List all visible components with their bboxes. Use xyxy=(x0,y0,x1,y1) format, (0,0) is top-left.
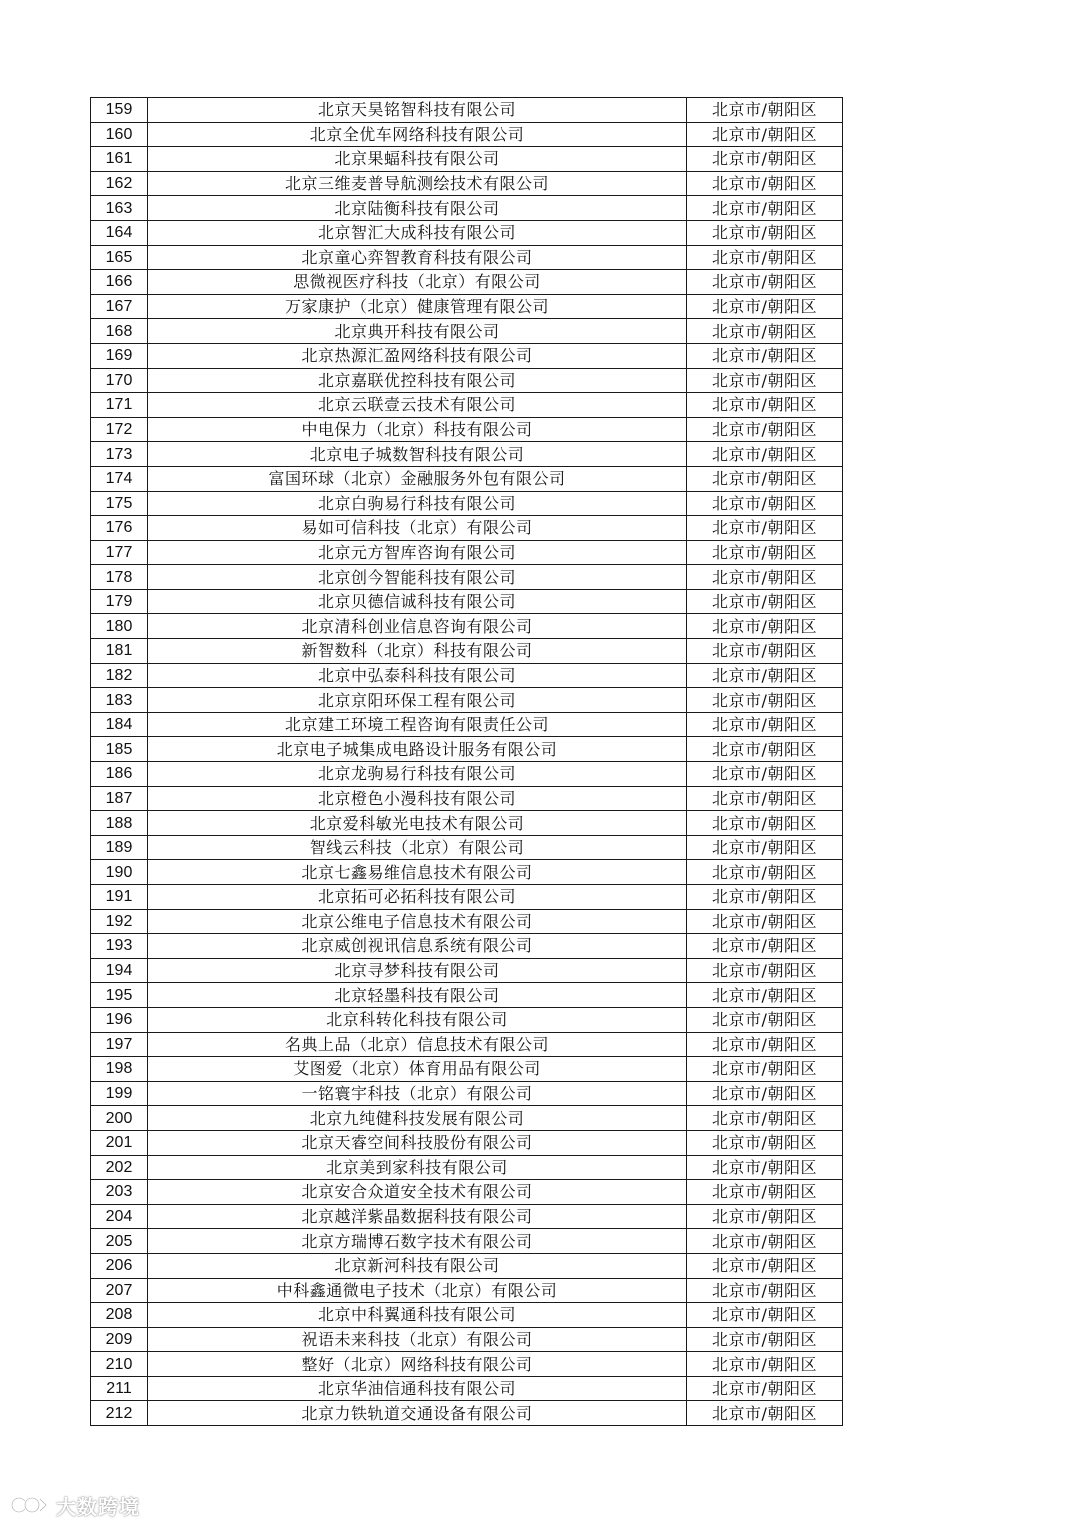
company-region: 北京市/朝阳区 xyxy=(687,663,843,688)
company-region: 北京市/朝阳区 xyxy=(687,245,843,270)
row-number: 171 xyxy=(91,393,148,418)
table-row xyxy=(91,147,843,172)
company-name: 北京新河科技有限公司 xyxy=(148,1253,687,1278)
row-number: 199 xyxy=(91,1081,148,1106)
table-row xyxy=(91,343,843,368)
company-region: 北京市/朝阳区 xyxy=(687,1032,843,1057)
company-name: 北京京阳环保工程有限公司 xyxy=(148,688,687,713)
row-number: 172 xyxy=(91,417,148,442)
company-region: 北京市/朝阳区 xyxy=(687,1057,843,1082)
table-row xyxy=(91,1376,843,1401)
row-number: 175 xyxy=(91,491,148,516)
company-name: 北京爱科敏光电技术有限公司 xyxy=(148,811,687,836)
company-name: 北京科转化科技有限公司 xyxy=(148,1007,687,1032)
table-row xyxy=(91,639,843,664)
company-region: 北京市/朝阳区 xyxy=(687,1007,843,1032)
table-row xyxy=(91,245,843,270)
row-number: 164 xyxy=(91,220,148,245)
row-number: 193 xyxy=(91,934,148,959)
row-number: 179 xyxy=(91,589,148,614)
row-number: 190 xyxy=(91,860,148,885)
company-region: 北京市/朝阳区 xyxy=(687,147,843,172)
table-row xyxy=(91,1401,843,1426)
company-region: 北京市/朝阳区 xyxy=(687,442,843,467)
row-number: 208 xyxy=(91,1303,148,1328)
company-name: 北京嘉联优控科技有限公司 xyxy=(148,368,687,393)
company-name: 北京元方智库咨询有限公司 xyxy=(148,540,687,565)
table-row xyxy=(91,220,843,245)
table-row xyxy=(91,885,843,910)
table-row xyxy=(91,934,843,959)
company-name: 北京电子城数智科技有限公司 xyxy=(148,442,687,467)
row-number: 202 xyxy=(91,1155,148,1180)
company-region: 北京市/朝阳区 xyxy=(687,368,843,393)
table-row xyxy=(91,737,843,762)
company-region: 北京市/朝阳区 xyxy=(687,811,843,836)
company-region: 北京市/朝阳区 xyxy=(687,1081,843,1106)
company-region: 北京市/朝阳区 xyxy=(687,737,843,762)
company-name: 北京果蝠科技有限公司 xyxy=(148,147,687,172)
company-name: 北京中弘泰科科技有限公司 xyxy=(148,663,687,688)
table-row xyxy=(91,491,843,516)
table-row xyxy=(91,1204,843,1229)
company-name: 北京中科翼通科技有限公司 xyxy=(148,1303,687,1328)
company-region: 北京市/朝阳区 xyxy=(687,516,843,541)
row-number: 210 xyxy=(91,1352,148,1377)
watermark xyxy=(10,1490,140,1520)
company-name: 北京威创视讯信息系统有限公司 xyxy=(148,934,687,959)
row-number: 160 xyxy=(91,122,148,147)
row-number: 162 xyxy=(91,171,148,196)
company-name: 北京轻墨科技有限公司 xyxy=(148,983,687,1008)
row-number: 159 xyxy=(91,98,148,123)
company-region: 北京市/朝阳区 xyxy=(687,1204,843,1229)
company-region: 北京市/朝阳区 xyxy=(687,565,843,590)
row-number: 195 xyxy=(91,983,148,1008)
row-number: 189 xyxy=(91,835,148,860)
company-region: 北京市/朝阳区 xyxy=(687,712,843,737)
company-name: 北京三维麦普导航测绘技术有限公司 xyxy=(148,171,687,196)
table-row xyxy=(91,835,843,860)
row-number: 197 xyxy=(91,1032,148,1057)
row-number: 188 xyxy=(91,811,148,836)
row-number: 182 xyxy=(91,663,148,688)
row-number: 186 xyxy=(91,762,148,787)
table-row xyxy=(91,516,843,541)
table-row xyxy=(91,663,843,688)
row-number: 201 xyxy=(91,1130,148,1155)
company-region: 北京市/朝阳区 xyxy=(687,1401,843,1426)
company-region: 北京市/朝阳区 xyxy=(687,270,843,295)
company-region: 北京市/朝阳区 xyxy=(687,1229,843,1254)
row-number: 169 xyxy=(91,343,148,368)
company-region: 北京市/朝阳区 xyxy=(687,1327,843,1352)
company-region: 北京市/朝阳区 xyxy=(687,319,843,344)
company-name: 北京云联壹云技术有限公司 xyxy=(148,393,687,418)
company-region: 北京市/朝阳区 xyxy=(687,1130,843,1155)
company-region: 北京市/朝阳区 xyxy=(687,220,843,245)
table-row xyxy=(91,122,843,147)
table-row xyxy=(91,270,843,295)
company-region: 北京市/朝阳区 xyxy=(687,589,843,614)
company-region: 北京市/朝阳区 xyxy=(687,171,843,196)
company-name: 北京越洋紫晶数据科技有限公司 xyxy=(148,1204,687,1229)
row-number: 185 xyxy=(91,737,148,762)
watermark-text: 大数跨境 xyxy=(56,1494,140,1519)
company-region: 北京市/朝阳区 xyxy=(687,958,843,983)
company-region: 北京市/朝阳区 xyxy=(687,196,843,221)
company-name: 北京方瑞博石数字技术有限公司 xyxy=(148,1229,687,1254)
table-row xyxy=(91,1303,843,1328)
row-number: 194 xyxy=(91,958,148,983)
table-row xyxy=(91,786,843,811)
company-name: 整好（北京）网络科技有限公司 xyxy=(148,1352,687,1377)
table-row xyxy=(91,294,843,319)
company-name: 智线云科技（北京）有限公司 xyxy=(148,835,687,860)
table-row xyxy=(91,958,843,983)
company-region: 北京市/朝阳区 xyxy=(687,1352,843,1377)
company-name: 北京电子城集成电路设计服务有限公司 xyxy=(148,737,687,762)
table-row xyxy=(91,614,843,639)
company-name: 北京智汇大成科技有限公司 xyxy=(148,220,687,245)
company-region: 北京市/朝阳区 xyxy=(687,1180,843,1205)
company-region: 北京市/朝阳区 xyxy=(687,343,843,368)
company-name: 北京童心弈智教育科技有限公司 xyxy=(148,245,687,270)
company-region: 北京市/朝阳区 xyxy=(687,540,843,565)
company-name: 易如可信科技（北京）有限公司 xyxy=(148,516,687,541)
row-number: 163 xyxy=(91,196,148,221)
company-name: 中电保力（北京）科技有限公司 xyxy=(148,417,687,442)
company-name: 北京安合众道安全技术有限公司 xyxy=(148,1180,687,1205)
company-name: 北京天睿空间科技股份有限公司 xyxy=(148,1130,687,1155)
company-name: 新智数科（北京）科技有限公司 xyxy=(148,639,687,664)
company-name: 北京清科创业信息咨询有限公司 xyxy=(148,614,687,639)
company-region: 北京市/朝阳区 xyxy=(687,466,843,491)
row-number: 176 xyxy=(91,516,148,541)
table-row xyxy=(91,811,843,836)
table-row xyxy=(91,1327,843,1352)
row-number: 209 xyxy=(91,1327,148,1352)
table-row xyxy=(91,466,843,491)
row-number: 192 xyxy=(91,909,148,934)
table-row xyxy=(91,1229,843,1254)
row-number: 167 xyxy=(91,294,148,319)
row-number: 170 xyxy=(91,368,148,393)
table-row xyxy=(91,417,843,442)
row-number: 196 xyxy=(91,1007,148,1032)
company-region: 北京市/朝阳区 xyxy=(687,122,843,147)
company-name: 北京橙色小漫科技有限公司 xyxy=(148,786,687,811)
row-number: 204 xyxy=(91,1204,148,1229)
table-row xyxy=(91,442,843,467)
company-name: 北京力铁轨道交通设备有限公司 xyxy=(148,1401,687,1426)
company-name: 北京拓可必拓科技有限公司 xyxy=(148,885,687,910)
company-region: 北京市/朝阳区 xyxy=(687,909,843,934)
table-row xyxy=(91,171,843,196)
company-region: 北京市/朝阳区 xyxy=(687,393,843,418)
row-number: 174 xyxy=(91,466,148,491)
table-row xyxy=(91,1032,843,1057)
company-region: 北京市/朝阳区 xyxy=(687,417,843,442)
table-row xyxy=(91,712,843,737)
company-list-body xyxy=(91,98,843,1426)
row-number: 198 xyxy=(91,1057,148,1082)
company-name: 北京公维电子信息技术有限公司 xyxy=(148,909,687,934)
row-number: 177 xyxy=(91,540,148,565)
company-region: 北京市/朝阳区 xyxy=(687,1303,843,1328)
row-number: 184 xyxy=(91,712,148,737)
company-name: 富国环球（北京）金融服务外包有限公司 xyxy=(148,466,687,491)
company-name: 北京贝德信诚科技有限公司 xyxy=(148,589,687,614)
table-row xyxy=(91,762,843,787)
company-name: 北京天昊铭智科技有限公司 xyxy=(148,98,687,123)
table-row xyxy=(91,589,843,614)
table-row xyxy=(91,1130,843,1155)
company-region: 北京市/朝阳区 xyxy=(687,835,843,860)
company-region: 北京市/朝阳区 xyxy=(687,762,843,787)
company-region: 北京市/朝阳区 xyxy=(687,294,843,319)
company-name: 北京华油信通科技有限公司 xyxy=(148,1376,687,1401)
company-name: 一铭寰宇科技（北京）有限公司 xyxy=(148,1081,687,1106)
table-row xyxy=(91,1253,843,1278)
company-list-table xyxy=(90,97,843,1426)
company-name: 北京热源汇盈网络科技有限公司 xyxy=(148,343,687,368)
company-name: 北京龙驹易行科技有限公司 xyxy=(148,762,687,787)
row-number: 191 xyxy=(91,885,148,910)
row-number: 205 xyxy=(91,1229,148,1254)
company-name: 北京九纯健科技发展有限公司 xyxy=(148,1106,687,1131)
table-row xyxy=(91,1106,843,1131)
company-name: 北京陆衡科技有限公司 xyxy=(148,196,687,221)
company-region: 北京市/朝阳区 xyxy=(687,639,843,664)
company-name: 祝语未来科技（北京）有限公司 xyxy=(148,1327,687,1352)
table-row xyxy=(91,393,843,418)
row-number: 166 xyxy=(91,270,148,295)
table-row xyxy=(91,909,843,934)
row-number: 200 xyxy=(91,1106,148,1131)
company-name: 艾图爱（北京）体育用品有限公司 xyxy=(148,1057,687,1082)
company-region: 北京市/朝阳区 xyxy=(687,1155,843,1180)
company-region: 北京市/朝阳区 xyxy=(687,885,843,910)
company-region: 北京市/朝阳区 xyxy=(687,491,843,516)
company-name: 中科鑫通微电子技术（北京）有限公司 xyxy=(148,1278,687,1303)
company-name: 北京创今智能科技有限公司 xyxy=(148,565,687,590)
table-row xyxy=(91,1057,843,1082)
table-row xyxy=(91,319,843,344)
company-region: 北京市/朝阳区 xyxy=(687,1278,843,1303)
company-region: 北京市/朝阳区 xyxy=(687,934,843,959)
company-name: 北京全优车网络科技有限公司 xyxy=(148,122,687,147)
company-name: 北京建工环境工程咨询有限责任公司 xyxy=(148,712,687,737)
table-row xyxy=(91,1155,843,1180)
company-region: 北京市/朝阳区 xyxy=(687,983,843,1008)
company-name: 名典上品（北京）信息技术有限公司 xyxy=(148,1032,687,1057)
company-region: 北京市/朝阳区 xyxy=(687,1376,843,1401)
company-name: 北京寻梦科技有限公司 xyxy=(148,958,687,983)
table-row xyxy=(91,196,843,221)
table-row xyxy=(91,1007,843,1032)
row-number: 173 xyxy=(91,442,148,467)
table-row xyxy=(91,368,843,393)
row-number: 207 xyxy=(91,1278,148,1303)
row-number: 178 xyxy=(91,565,148,590)
table-row xyxy=(91,1278,843,1303)
table-row xyxy=(91,98,843,123)
row-number: 206 xyxy=(91,1253,148,1278)
company-region: 北京市/朝阳区 xyxy=(687,1253,843,1278)
company-name: 北京白驹易行科技有限公司 xyxy=(148,491,687,516)
company-region: 北京市/朝阳区 xyxy=(687,688,843,713)
company-name: 万家康护（北京）健康管理有限公司 xyxy=(148,294,687,319)
company-region: 北京市/朝阳区 xyxy=(687,1106,843,1131)
row-number: 211 xyxy=(91,1376,148,1401)
company-name: 思微视医疗科技（北京）有限公司 xyxy=(148,270,687,295)
row-number: 183 xyxy=(91,688,148,713)
table-row xyxy=(91,1352,843,1377)
table-row xyxy=(91,860,843,885)
company-region: 北京市/朝阳区 xyxy=(687,614,843,639)
table-row xyxy=(91,1180,843,1205)
company-name: 北京典开科技有限公司 xyxy=(148,319,687,344)
company-region: 北京市/朝阳区 xyxy=(687,860,843,885)
table-row xyxy=(91,565,843,590)
table-row xyxy=(91,688,843,713)
company-name: 北京七鑫易维信息技术有限公司 xyxy=(148,860,687,885)
company-name: 北京美到家科技有限公司 xyxy=(148,1155,687,1180)
row-number: 180 xyxy=(91,614,148,639)
company-region: 北京市/朝阳区 xyxy=(687,786,843,811)
row-number: 212 xyxy=(91,1401,148,1426)
row-number: 161 xyxy=(91,147,148,172)
row-number: 203 xyxy=(91,1180,148,1205)
row-number: 181 xyxy=(91,639,148,664)
row-number: 168 xyxy=(91,319,148,344)
dashuju-logo-icon xyxy=(10,1493,50,1517)
company-region: 北京市/朝阳区 xyxy=(687,98,843,123)
table-row xyxy=(91,540,843,565)
table-row xyxy=(91,1081,843,1106)
row-number: 165 xyxy=(91,245,148,270)
table-row xyxy=(91,983,843,1008)
row-number: 187 xyxy=(91,786,148,811)
